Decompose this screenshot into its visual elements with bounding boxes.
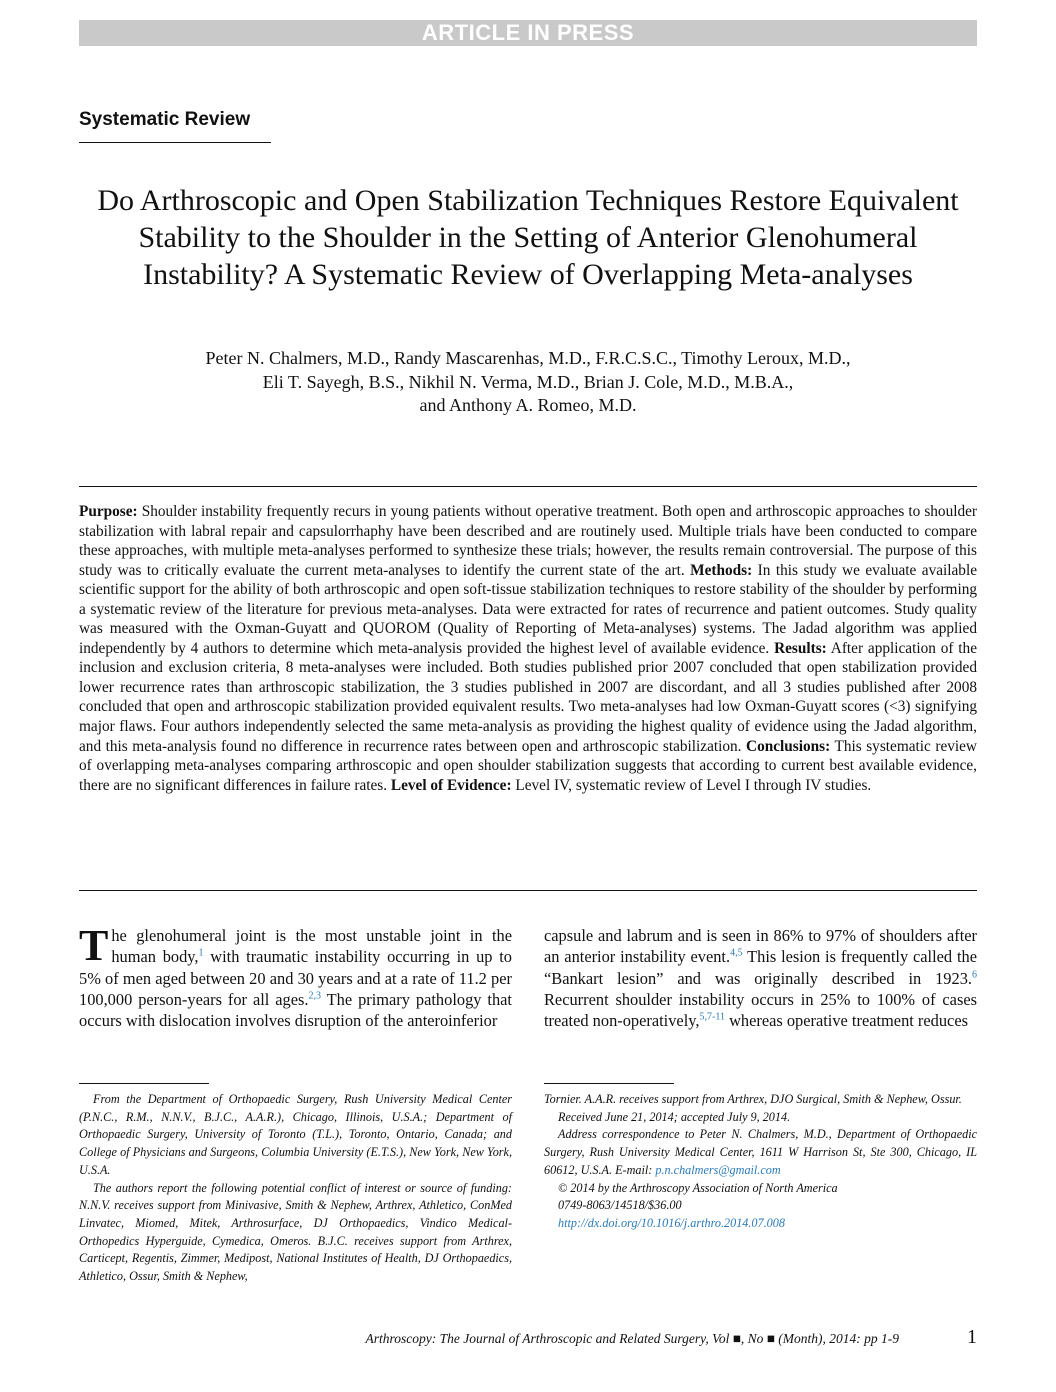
citation-link[interactable]: 6 xyxy=(972,969,977,981)
body-text: This lesion is frequently called the “Bankart lesion” and was originally described in 1923. xyxy=(544,947,977,988)
email-link[interactable]: p.n.chalmers@gmail.com xyxy=(655,1162,781,1177)
citation-link[interactable]: 5,7-11 xyxy=(699,1011,725,1023)
purpose-label: Purpose: xyxy=(79,503,138,520)
author-line-1: Peter N. Chalmers, M.D., Randy Mascarenhas, M.D., F.R.C.S.C., Timothy Leroux, M.D., xyxy=(205,348,851,368)
author-line-2: Eli T. Sayegh, B.S., Nikhil N. Verma, M.D., Brian J. Cole, M.D., M.B.A., xyxy=(262,371,794,392)
body-column-right xyxy=(544,925,977,1031)
footnotes-left xyxy=(79,1091,512,1286)
received-note: Received June 21, 2014; accepted July 9, 2014. xyxy=(558,1109,791,1124)
conclusions-text: This systematic review of overlapping meta-analyses comparing arthroscopic and open shoulder stabilization suggests that according to current best available evidence, there are no significant differences in failure rates. xyxy=(79,737,977,794)
methods-label: Methods: xyxy=(690,561,753,579)
section-label: Systematic Review xyxy=(79,109,251,130)
abstract-top-rule xyxy=(79,486,977,487)
footnote-rule-left xyxy=(79,1083,209,1084)
page-number: 1 xyxy=(967,1326,977,1348)
methods-text: In this study we evaluate available scientific support for the ability of both arthroscopic and open soft-tissue stabilization techniques to restore stability of the shoulder by performing a systematic review of the literature for previous meta-analyses. Data were extracted for rates of recurrence and patient outcomes. Study quality was measured with the Oxman-Guyatt and QUOROM (Quality of Reporting of Meta-analyses) systems. The Jadad algorithm was applied independently by 4 authors to determine which meta-analysis provided the highest level of available evidence. xyxy=(79,561,977,657)
results-text: After application of the inclusion and exclusion criteria, 8 meta-analyses were included. Both studies published prior 2007 concluded that open stabilization provided lower recurrence rates than arthroscopic stabilization, the 3 studies published in 2007 are discordant, and all 3 studies published after 2008 concluded that open and arthroscopic stabilization provided equivalent results. Two meta-analyses had low Oxman-Guyatt scores (<3) signifying major flaws. Four authors independently selected the same meta-analysis as providing the highest quality of evidence using the Jadad algorithm, and this meta-analysis found no difference in recurrence rates between open and arthroscopic stabilization. xyxy=(79,639,977,755)
section-rule xyxy=(79,142,271,143)
level-text: Level IV, systematic review of Level I through IV studies. xyxy=(511,776,872,794)
conflict-note-continued: Tornier. A.A.R. receives support from Arthrex, DJO Surgical, Smith & Nephew, Ossur. xyxy=(544,1092,962,1106)
article-title: Do Arthroscopic and Open Stabilization Techniques Restore Equivalent Stability to the Shoulder in the Setting of Anterior Glenohumeral Instability? A Systematic Review of Overlapping Meta-analyses xyxy=(97,184,959,291)
conflict-note: The authors report the following potential conflict of interest or source of funding: N.N.V. receives support from Minivasive, Smith & Nephew, Arthrex, Athletico, ConMed Linvatec, Miomed, Mitek, Arthrosurface, DJ Orthopaedics, Vindico Medical-Orthopedics Hyperguide, Cymedica, Omeros. B.J.C. receives support from Arthrex, Carticept, Regentis, Zimmer, Medipost, National Institutes of Health, DJ Orthopaedics, Athletico, Ossur, Smith & Nephew, xyxy=(79,1180,512,1284)
issn-note: 0749-8063/14518/$36.00 xyxy=(558,1198,682,1213)
copyright-note: © 2014 by the Arthroscopy Association of North America xyxy=(558,1180,838,1195)
doi-link[interactable]: http://dx.doi.org/10.1016/j.arthro.2014.07.008 xyxy=(558,1215,785,1230)
journal-citation: Arthroscopy: The Journal of Arthroscopic and Related Surgery, Vol ■, No ■ (Month), 2014: pp 1-9 xyxy=(365,1331,899,1346)
body-text: The primary pathology that occurs with dislocation involves disruption of the anteroinferior xyxy=(79,989,512,1031)
body-text: with traumatic instability occurring in up to 5% of men aged between 20 and 30 years and at a rate of 11.2 per 100,000 person-years for all ages. xyxy=(79,947,512,1009)
body-text: whereas operative treatment reduces xyxy=(724,1011,968,1031)
abstract xyxy=(79,502,977,795)
correspondence-text: Address correspondence to Peter N. Chalmers, M.D., Department of Orthopaedic Surgery, Rush University Medical Center, 1611 W Harrison St, Ste 300, Chicago, IL 60612, U.S.A. E-mail: xyxy=(544,1127,977,1177)
body-text: Recurrent shoulder instability occurs in 25% to 100% of cases treated non-operatively, xyxy=(544,989,977,1031)
level-label: Level of Evidence: xyxy=(390,776,512,794)
results-label: Results: xyxy=(774,639,827,657)
footnote-rule-right xyxy=(544,1083,674,1084)
citation-link[interactable]: 4,5 xyxy=(730,947,743,959)
body-column-left xyxy=(79,921,512,1031)
correspondence-note xyxy=(544,1126,977,1179)
body-text: capsule and labrum and is seen in 86% to 97% of shoulders after an anterior instability event. xyxy=(544,926,977,967)
abstract-bottom-rule xyxy=(79,890,977,891)
affiliation-note: From the Department of Orthopaedic Surgery, Rush University Medical Center (P.N.C., R.M., N.N.V., B.J.C., A.A.R.), Chicago, Illinois, U.S.A.; Department of Orthopaedic Surgery, University of Toronto (T.L.), Toronto, Ontario, Canada; and College of Physicians and Surgeons, Columbia University (E.T.S.), New York, New York, U.S.A. xyxy=(79,1092,512,1177)
article-in-press-banner: ARTICLE IN PRESS xyxy=(79,20,977,46)
author-line-3: and Anthony A. Romeo, M.D. xyxy=(419,395,637,415)
body-text: he glenohumeral joint is the most unstable joint in the human body, xyxy=(111,926,512,967)
footnotes-right xyxy=(544,1091,977,1233)
conclusions-label: Conclusions: xyxy=(746,737,831,755)
drop-cap: T xyxy=(79,921,109,970)
author-list xyxy=(79,347,977,418)
doi-note xyxy=(544,1215,977,1233)
citation-link[interactable]: 1 xyxy=(198,947,204,959)
citation-link[interactable]: 2,3 xyxy=(308,990,321,1002)
purpose-text: Shoulder instability frequently recurs in young patients without operative treatment. Both open and arthroscopic approaches to shoulder stabilization with labral repair and capsulorrhaphy have been described and are routinely used. Multiple trials have been conducted to compare these approaches, with multiple meta-analyses performed to synthesize these trials; however, the results remain controversial. The purpose of this study was to critically evaluate the current meta-analyses to identify the current state of the art. xyxy=(79,503,977,579)
